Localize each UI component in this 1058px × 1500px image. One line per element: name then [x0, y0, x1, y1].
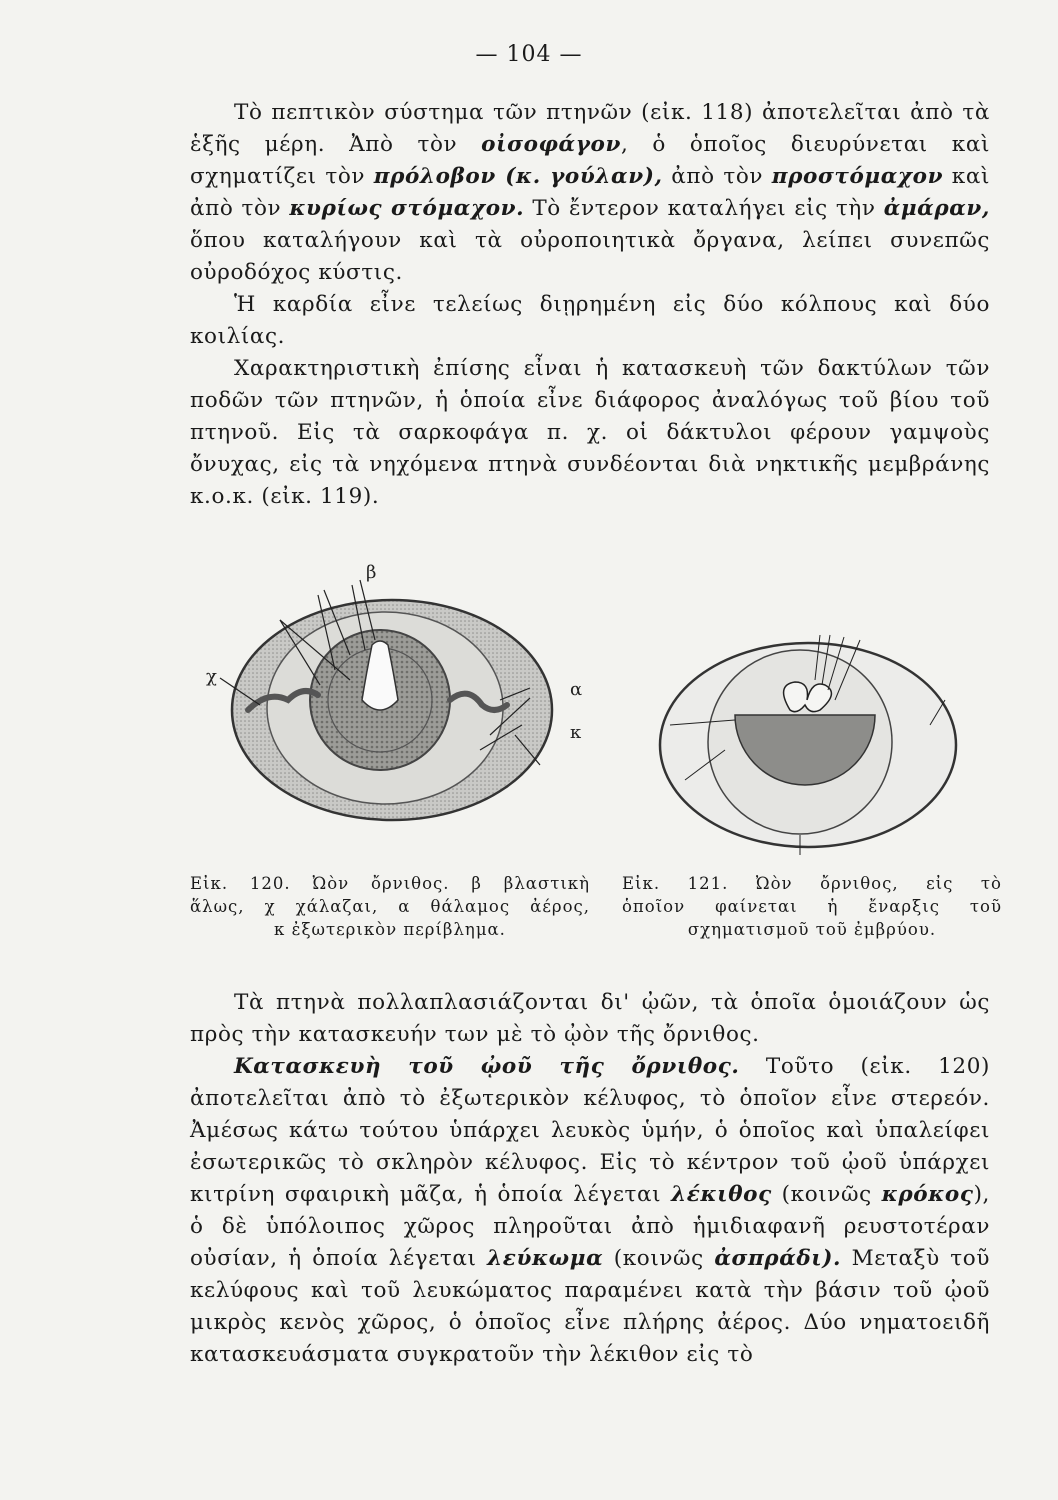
text-run: Τὰ πτηνὰ πολλαπλασιάζονται δι' ᾠῶν, τὰ ὁποῖα ὁμοιάζουν ὡς πρὸς τὴν κατασκευήν των μὲ τὸ ᾠὸν τῆς ὄρνιθος.: [190, 990, 990, 1047]
figure-120-egg-diagram: [200, 560, 585, 860]
paragraph: [190, 987, 990, 1051]
text-run: καὶ ἀπὸ τὸν: [190, 164, 990, 221]
bold-term: οἰσοφάγον: [481, 132, 621, 157]
caption-line: ὁποῖον φαίνεται ἡ ἔναρξις τοῦ: [622, 897, 1002, 916]
text-run: Τὸ ἔντερον καταλήγει εἰς τὴν: [524, 196, 884, 221]
text-run: , ὁ ὁποῖος διευρύνεται καὶ σχηματίζει τὸν: [190, 132, 990, 189]
figure-120-caption: [190, 872, 590, 941]
text-run: Χαρακτηριστικὴ ἐπίσης εἶναι ἡ κατασκευὴ τῶν δακτύλων τῶν ποδῶν τῶν πτηνῶν, ἡ ὁποία εἶνε διάφορος ἀναλόγως τοῦ βίου τοῦ πτηνοῦ. Εἰς τὰ σαρκοφάγα π. χ. οἱ δάκτυλοι φέρουν γαμψοὺς ὄνυχας, εἰς τὰ νηχόμενα πτηνὰ συνδέονται διὰ νηκτικῆς μεμβράνης κ.ο.κ. (εἰκ. 119).: [190, 356, 990, 509]
figure-121-caption: [622, 872, 1002, 941]
page-number: — 104 —: [475, 42, 583, 67]
label-beta: β: [366, 562, 377, 583]
text-run: ), ὁ δὲ ὑπόλοιπος χῶρος πληροῦται ἀπὸ ἡμιδιαφανῆ ρευστοτέραν οὐσίαν, ἡ ὁποία λέγεται: [190, 1182, 990, 1271]
text-run: ἀπὸ τὸν: [662, 164, 772, 189]
figure-121-embryo-diagram: [650, 630, 970, 860]
text-run: (κοινῶς: [603, 1246, 715, 1271]
paragraph: [190, 353, 990, 513]
text-run: Ἡ καρδία εἶνε τελείως διῃρημένη εἰς δύο κόλπους καὶ δύο κοιλίας.: [190, 292, 990, 349]
bold-term: λεύκωμα: [487, 1246, 604, 1271]
text-run: Τοῦτο (εἰκ. 120) ἀποτελεῖται ἀπὸ τὸ ἐξωτερικὸν κέλυφος, τὸ ὁποῖον εἶνε στερεόν. Ἀμέσως κάτω τούτου ὑπάρχει λευκὸς ὑμήν, ὁ ὁποῖος καὶ ὑπαλείφει ἐσωτερικῶς τὸ σκληρὸν κέλυφος. Εἰς τὸ κέντρον τοῦ ᾠοῦ ὑπάρχει κιτρίνη σφαιρικὴ μᾶζα, ἡ ὁποία λέγεται: [190, 1054, 990, 1207]
bottom-text-block: [190, 987, 990, 1371]
top-text-block: [190, 97, 990, 513]
caption-line: Εἰκ. 120. Ὠὸν ὄρνιθος. β βλαστικὴ: [190, 874, 590, 893]
paragraph: [190, 97, 990, 289]
text-run: (κοινῶς: [771, 1182, 882, 1207]
bold-term: ἀμάραν,: [883, 196, 990, 221]
label-chi: χ: [206, 666, 217, 687]
bold-term: προστόμαχον: [771, 164, 944, 189]
paragraph: [190, 1051, 990, 1371]
label-alpha: α: [570, 679, 583, 700]
text-run: Τὸ πεπτικὸν σύστημα τῶν πτηνῶν (εἰκ. 118) ἀποτελεῖται ἀπὸ τὰ ἑξῆς μέρη. Ἀπὸ τὸν: [190, 100, 990, 157]
bold-term: Κατασκευὴ τοῦ ᾠοῦ τῆς ὄρνιθος.: [234, 1054, 740, 1079]
caption-line: ἅλως, χ χάλαζαι, α θάλαμος ἀέρος,: [190, 897, 590, 916]
text-run: ὅπου καταλήγουν καὶ τὰ οὐροποιητικὰ ὄργανα, λείπει συνεπῶς οὐροδόχος κύστις.: [190, 228, 990, 285]
caption-line: κ ἐξωτερικὸν περίβλημα.: [274, 920, 506, 939]
text-run: Μεταξὺ τοῦ κελύφους καὶ τοῦ λευκώματος παραμένει κατὰ τὴν βάσιν τοῦ ᾠοῦ μικρὸς κενὸς χῶρος, ὁ ὁποῖος εἶνε πλήρης ἀέρος. Δύο νηματοειδῆ κατασκευάσματα συγκρατοῦν τὴν λέκιθον εἰς τὸ: [190, 1246, 990, 1367]
bold-term: κρόκος: [881, 1182, 974, 1207]
bold-term: λέκιθος: [671, 1182, 772, 1207]
caption-line: Εἰκ. 121. Ὠὸν ὄρνιθος, εἰς τὸ: [622, 874, 1002, 893]
paragraph: [190, 289, 990, 353]
bold-term: ἀσπράδι).: [714, 1246, 842, 1271]
bold-term: κυρίως στόμαχον.: [289, 196, 525, 221]
bold-term: πρόλοβον (κ. γούλαν),: [373, 164, 663, 189]
caption-line: σχηματισμοῦ τοῦ ἐμβρύου.: [687, 920, 937, 939]
label-kappa: κ: [570, 722, 582, 743]
